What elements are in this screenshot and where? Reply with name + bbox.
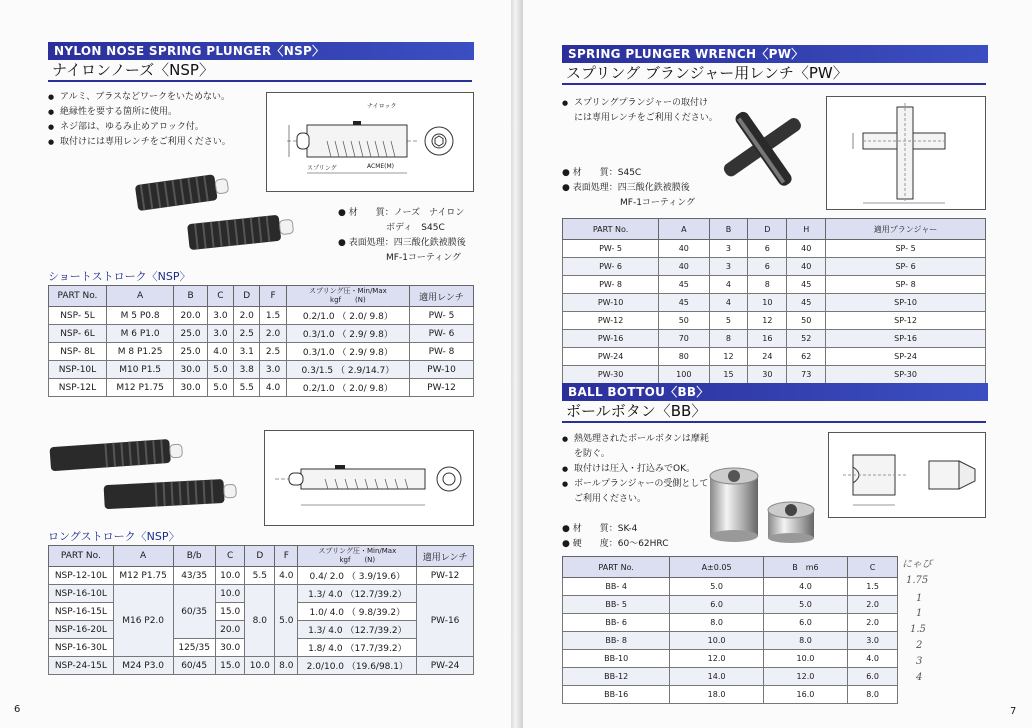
bb-bullet: ● 熱処理されたボールボタンは摩耗 <box>562 432 732 447</box>
col-header-spring <box>286 286 409 307</box>
cell-part: NSP-16-15L <box>49 603 114 621</box>
table-cell: 5 <box>709 312 748 330</box>
table-cell: 16.0 <box>763 686 847 704</box>
pw-surface-label: 表面処理 <box>572 183 609 193</box>
table-cell: 5.0 <box>763 596 847 614</box>
table-cell: 10.0 <box>670 632 763 650</box>
table-cell: 15 <box>709 366 748 384</box>
nsp-short-heading: ショートストローク〈NSP〉 <box>48 270 191 283</box>
table-cell: 40 <box>659 258 709 276</box>
cell-spring: 1.3/ 4.0 （12.7/39.2） <box>298 585 417 603</box>
col-header: H <box>787 219 826 240</box>
table-cell: M 8 P1.25 <box>106 343 173 361</box>
bb-photo <box>706 464 826 548</box>
nsp-bullet: ● ネジ部は、ゆるみ止めアロック付。 <box>48 120 268 135</box>
cell-c: 15.0 <box>215 603 245 621</box>
table-row <box>563 240 986 258</box>
cell-spring: 1.0/ 4.0 （ 9.8/39.2） <box>298 603 417 621</box>
table-cell: 0.3/1.5 （ 2.9/14.7） <box>286 361 409 379</box>
bb-bullet: ● ボールプランジャーの受側として <box>562 477 732 492</box>
pw-material-value: S45C <box>617 168 642 178</box>
spring-unit-n: (N) <box>364 556 376 564</box>
table-cell: 2.0 <box>234 307 260 325</box>
handnote: 1 <box>916 593 923 604</box>
cell-part: NSP-24-15L <box>49 657 114 675</box>
cell-d-merged: 8.0 <box>245 585 275 657</box>
bb-bullet: ● 取付けは圧入・打込みでOK。 <box>562 462 732 477</box>
table-cell: 62 <box>787 348 826 366</box>
table-cell: 25.0 <box>174 325 207 343</box>
col-header: 適用レンチ <box>417 546 474 567</box>
table-cell: 45 <box>659 276 709 294</box>
pw-bullets <box>562 96 722 126</box>
table-cell: 2.0 <box>848 596 898 614</box>
table-cell: 73 <box>787 366 826 384</box>
bb-table <box>562 556 898 704</box>
page-number-right: 7 <box>1010 706 1017 717</box>
col-header: PART No. <box>563 219 659 240</box>
table-cell: 2.0 <box>260 325 286 343</box>
table-cell: PW- 5 <box>410 307 474 325</box>
table-row <box>563 686 898 704</box>
table-cell: M 5 P0.8 <box>106 307 173 325</box>
nsp-surface-value2: MF-1コーティング <box>386 253 462 263</box>
table-cell: 6.0 <box>848 668 898 686</box>
col-header: B <box>174 286 207 307</box>
table-cell: M12 P1.75 <box>106 379 173 397</box>
table-cell: 4 <box>709 276 748 294</box>
pw-title-bar: SPRING PLUNGER WRENCH〈PW〉 <box>562 45 988 63</box>
table-cell: 5.0 <box>670 578 763 596</box>
table-row <box>49 325 474 343</box>
cell-c: 10.0 <box>215 567 245 585</box>
nsp-bullet: ● 取付けには専用レンチをご利用ください。 <box>48 135 268 150</box>
col-header: 適用レンチ <box>410 286 474 307</box>
table-cell: 0.2/1.0 （ 2.0/ 9.8） <box>286 379 409 397</box>
table-cell: 8.0 <box>763 632 847 650</box>
col-header: C <box>207 286 233 307</box>
table-cell: 12.0 <box>763 668 847 686</box>
nsp-bullet: ● アルミ、ブラスなどワークをいためない。 <box>48 90 268 105</box>
table-row <box>49 361 474 379</box>
table-row <box>563 632 898 650</box>
table-cell: SP-16 <box>826 330 986 348</box>
col-header: C <box>848 557 898 578</box>
bb-spec: ● 材 質：SK-4 ● 硬 度：60〜62HRC <box>562 524 669 549</box>
cell-spring: 1.3/ 4.0 （12.7/39.2） <box>298 621 417 639</box>
nsp-long-photo <box>46 432 246 522</box>
table-cell: 3.0 <box>848 632 898 650</box>
diagram-label-thread: ACME(M) <box>367 163 395 170</box>
cell-f: 8.0 <box>275 657 298 675</box>
col-header: C <box>215 546 245 567</box>
table-cell: SP-30 <box>826 366 986 384</box>
diagram-label-lock: ナイロック <box>367 103 397 110</box>
table-cell: 10 <box>748 294 787 312</box>
table-cell: 4.0 <box>260 379 286 397</box>
bb-hardness-label: 硬 度 <box>572 539 609 549</box>
table-cell: BB-12 <box>563 668 670 686</box>
table-row <box>563 276 986 294</box>
table-cell: 12 <box>748 312 787 330</box>
table-cell: 50 <box>787 312 826 330</box>
table-cell: 12 <box>709 348 748 366</box>
table-cell: 8 <box>709 330 748 348</box>
table-cell: 2.0 <box>848 614 898 632</box>
table-cell: 8.0 <box>670 614 763 632</box>
nsp-title-jp: ナイロンノーズ〈NSP〉 <box>48 60 472 82</box>
table-cell: PW-10 <box>410 361 474 379</box>
table-cell: 4.0 <box>763 578 847 596</box>
cell-part: NSP-16-20L <box>49 621 114 639</box>
table-cell: PW- 8 <box>563 276 659 294</box>
table-cell: 30.0 <box>174 361 207 379</box>
table-cell: PW-10 <box>563 294 659 312</box>
table-cell: 5.5 <box>234 379 260 397</box>
diagram-label-spring: スプリング <box>307 165 337 172</box>
pw-bullet-cont: には専用レンチをご利用ください。 <box>574 113 718 123</box>
pw-material-label: 材 質 <box>572 168 609 178</box>
nsp-long-diagram <box>264 430 474 526</box>
table-cell: 45 <box>787 294 826 312</box>
table-cell: 8 <box>748 276 787 294</box>
spring-header-label: スプリング圧・Min/Max <box>318 547 397 555</box>
table-cell: BB- 8 <box>563 632 670 650</box>
cell-a: M24 P3.0 <box>113 657 173 675</box>
table-cell: 3.0 <box>260 361 286 379</box>
table-cell: 12.0 <box>670 650 763 668</box>
table-cell: SP-24 <box>826 348 986 366</box>
table-cell: 45 <box>787 276 826 294</box>
col-header: B/b <box>173 546 215 567</box>
table-cell: 16 <box>748 330 787 348</box>
table-cell: PW- 5 <box>563 240 659 258</box>
table-cell: SP- 6 <box>826 258 986 276</box>
bb-diagram <box>828 432 986 518</box>
table-cell: 6 <box>748 240 787 258</box>
table-cell: PW- 6 <box>410 325 474 343</box>
handnote: 1 <box>916 608 923 619</box>
table-cell: 6 <box>748 258 787 276</box>
handnote: 2 <box>916 640 923 651</box>
table-cell: SP- 8 <box>826 276 986 294</box>
table-cell: 52 <box>787 330 826 348</box>
bb-hardness-value: 60〜62HRC <box>617 539 669 549</box>
table-row <box>49 657 474 675</box>
cell-c: 15.0 <box>215 657 245 675</box>
pw-title-jp: スプリング ブランジャー用レンチ〈PW〉 <box>562 63 986 85</box>
page-number-left: 6 <box>14 704 21 715</box>
cell-c: 20.0 <box>215 621 245 639</box>
table-cell: 6.0 <box>763 614 847 632</box>
handnote: 1.75 <box>906 575 929 586</box>
table-row <box>563 258 986 276</box>
table-cell: NSP- 6L <box>49 325 107 343</box>
nsp-surface-value: 四三酸化鉄被膜後 <box>393 238 466 248</box>
table-cell: 25.0 <box>174 343 207 361</box>
table-cell: 80 <box>659 348 709 366</box>
table-row <box>563 294 986 312</box>
table-cell: M10 P1.5 <box>106 361 173 379</box>
table-cell: 5.0 <box>207 361 233 379</box>
page-fold <box>511 0 523 728</box>
table-cell: 5.0 <box>207 379 233 397</box>
cell-part: NSP-16-30L <box>49 639 114 657</box>
cell-bb: 43/35 <box>173 567 215 585</box>
col-header: F <box>260 286 286 307</box>
pw-bullet: ● スプリングプランジャーの取付け <box>562 96 722 111</box>
table-cell: PW-12 <box>410 379 474 397</box>
bb-bullet-cont: ご利用ください。 <box>574 494 647 504</box>
table-row <box>49 307 474 325</box>
table-cell: BB- 4 <box>563 578 670 596</box>
table-cell: 2.5 <box>260 343 286 361</box>
table-cell: 3 <box>709 258 748 276</box>
table-row <box>563 668 898 686</box>
table-cell: BB-10 <box>563 650 670 668</box>
col-header: A <box>659 219 709 240</box>
cell-part: NSP-16-10L <box>49 585 114 603</box>
cell-c: 10.0 <box>215 585 245 603</box>
table-cell: SP- 5 <box>826 240 986 258</box>
table-row <box>563 596 898 614</box>
table-cell: BB- 6 <box>563 614 670 632</box>
cell-c: 30.0 <box>215 639 245 657</box>
table-cell: 40 <box>787 240 826 258</box>
cell-bb-merged: 60/35 <box>173 585 215 639</box>
pw-spec: ● 材 質：S45C ● 表面処理：四三酸化鉄被膜後 MF-1コーティング <box>562 166 695 211</box>
pw-surface-value2: MF-1コーティング <box>620 198 696 208</box>
table-cell: 70 <box>659 330 709 348</box>
cell-spring: 1.8/ 4.0 （17.7/39.2） <box>298 639 417 657</box>
col-header: B m6 <box>763 557 847 578</box>
table-cell: PW-30 <box>563 366 659 384</box>
spring-unit-kgf: kgf <box>330 296 342 304</box>
cell-spring: 0.4/ 2.0 （ 3.9/19.6） <box>298 567 417 585</box>
table-cell: 20.0 <box>174 307 207 325</box>
handnote: 1.5 <box>910 624 926 635</box>
col-header: D <box>234 286 260 307</box>
bb-material-value: SK-4 <box>617 524 638 534</box>
table-cell: 24 <box>748 348 787 366</box>
nsp-material-value: ノーズ ナイロン <box>393 208 465 218</box>
table-cell: BB-16 <box>563 686 670 704</box>
col-header: A±0.05 <box>670 557 763 578</box>
table-cell: 45 <box>659 294 709 312</box>
table-cell: BB- 5 <box>563 596 670 614</box>
cell-part: NSP-12-10L <box>49 567 114 585</box>
table-cell: 3.0 <box>207 307 233 325</box>
table-row <box>563 578 898 596</box>
handnote: 4 <box>916 672 923 683</box>
col-header: D <box>245 546 275 567</box>
table-cell: 3.8 <box>234 361 260 379</box>
table-cell: 8.0 <box>848 686 898 704</box>
table-cell: 40 <box>659 240 709 258</box>
handnote: にゃぴ <box>902 559 932 570</box>
nsp-short-table <box>48 285 474 397</box>
cell-a-merged: M16 P2.0 <box>113 585 173 657</box>
cell-a: M12 P1.75 <box>113 567 173 585</box>
table-row <box>49 585 474 603</box>
table-cell: NSP- 8L <box>49 343 107 361</box>
table-row <box>49 379 474 397</box>
pw-surface-value: 四三酸化鉄被膜後 <box>617 183 690 193</box>
table-cell: PW- 6 <box>563 258 659 276</box>
col-header: PART No. <box>49 546 114 567</box>
col-header: F <box>275 546 298 567</box>
spring-unit-n: (N) <box>355 296 366 304</box>
pw-diagram <box>826 96 986 210</box>
nsp-surface-label: 表面処理 <box>348 238 385 248</box>
cell-d: 10.0 <box>245 657 275 675</box>
cell-d: 5.5 <box>245 567 275 585</box>
table-cell: 30 <box>748 366 787 384</box>
table-cell: 30.0 <box>174 379 207 397</box>
table-cell: M 6 P1.0 <box>106 325 173 343</box>
table-cell: PW-24 <box>563 348 659 366</box>
spring-header-label: スプリング圧・Min/Max <box>308 287 387 295</box>
table-cell: NSP-10L <box>49 361 107 379</box>
table-cell: 10.0 <box>763 650 847 668</box>
table-cell: 4 <box>709 294 748 312</box>
table-cell: PW-12 <box>563 312 659 330</box>
cell-f-merged: 5.0 <box>275 585 298 657</box>
nsp-title-bar: NYLON NOSE SPRING PLUNGER〈NSP〉 <box>48 42 474 60</box>
pw-photo <box>708 98 818 198</box>
table-cell: 18.0 <box>670 686 763 704</box>
nsp-material-label: 材 質 <box>348 208 385 218</box>
nsp-long-table <box>48 545 474 675</box>
nsp-spec: ● 材 質：ノーズ ナイロン ボディ S45C ● 表面処理：四三酸化鉄被膜後 MF-1コーティング <box>338 206 466 266</box>
cell-wrench: PW-24 <box>417 657 474 675</box>
bb-title-jp: ボールボタン〈BB〉 <box>562 401 986 423</box>
table-cell: 0.3/1.0 （ 2.9/ 9.8） <box>286 325 409 343</box>
table-cell: 2.5 <box>234 325 260 343</box>
table-row <box>563 348 986 366</box>
cell-wrench-merged: PW-16 <box>417 585 474 657</box>
table-cell: 3.0 <box>207 325 233 343</box>
table-cell: 14.0 <box>670 668 763 686</box>
table-row <box>563 614 898 632</box>
table-cell: 6.0 <box>670 596 763 614</box>
table-row <box>563 366 986 384</box>
cell-spring: 2.0/10.0 （19.6/98.1） <box>298 657 417 675</box>
col-header-spring <box>298 546 417 567</box>
cell-bb: 125/35 <box>173 639 215 657</box>
nsp-material-value2: ボディ S45C <box>386 223 445 233</box>
table-cell: PW- 8 <box>410 343 474 361</box>
col-header: 適用プランジャー <box>826 219 986 240</box>
table-cell: 1.5 <box>848 578 898 596</box>
table-cell: 4.0 <box>848 650 898 668</box>
table-row <box>49 567 474 585</box>
table-cell: 40 <box>787 258 826 276</box>
table-cell: 3 <box>709 240 748 258</box>
nsp-bullets <box>48 90 268 150</box>
cell-bb: 60/45 <box>173 657 215 675</box>
table-row <box>49 343 474 361</box>
nsp-short-diagram <box>266 92 474 192</box>
table-cell: SP-12 <box>826 312 986 330</box>
col-header: D <box>748 219 787 240</box>
table-cell: PW-16 <box>563 330 659 348</box>
table-cell: NSP- 5L <box>49 307 107 325</box>
table-cell: 100 <box>659 366 709 384</box>
table-cell: 1.5 <box>260 307 286 325</box>
table-cell: 3.1 <box>234 343 260 361</box>
table-cell: 4.0 <box>207 343 233 361</box>
bb-title-bar: BALL BOTTOU〈BB〉 <box>562 383 988 401</box>
table-row <box>563 330 986 348</box>
nsp-long-heading: ロングストローク〈NSP〉 <box>48 530 180 543</box>
table-cell: 50 <box>659 312 709 330</box>
cell-f: 4.0 <box>275 567 298 585</box>
col-header: B <box>709 219 748 240</box>
spring-unit-kgf: kgf <box>339 556 351 564</box>
handnote: 3 <box>916 656 923 667</box>
col-header: PART No. <box>563 557 670 578</box>
table-row <box>563 650 898 668</box>
table-cell: NSP-12L <box>49 379 107 397</box>
nsp-bullet: ● 絶縁性を要する箇所に使用。 <box>48 105 268 120</box>
bb-bullet-cont: を防ぐ。 <box>574 449 610 459</box>
table-cell: SP-10 <box>826 294 986 312</box>
pw-table <box>562 218 986 384</box>
col-header: A <box>106 286 173 307</box>
col-header: A <box>113 546 173 567</box>
table-cell: 0.3/1.0 （ 2.9/ 9.8） <box>286 343 409 361</box>
bb-material-label: 材 質 <box>572 524 609 534</box>
col-header: PART No. <box>49 286 107 307</box>
table-cell: 0.2/1.0 （ 2.0/ 9.8） <box>286 307 409 325</box>
table-row <box>563 312 986 330</box>
cell-wrench: PW-12 <box>417 567 474 585</box>
